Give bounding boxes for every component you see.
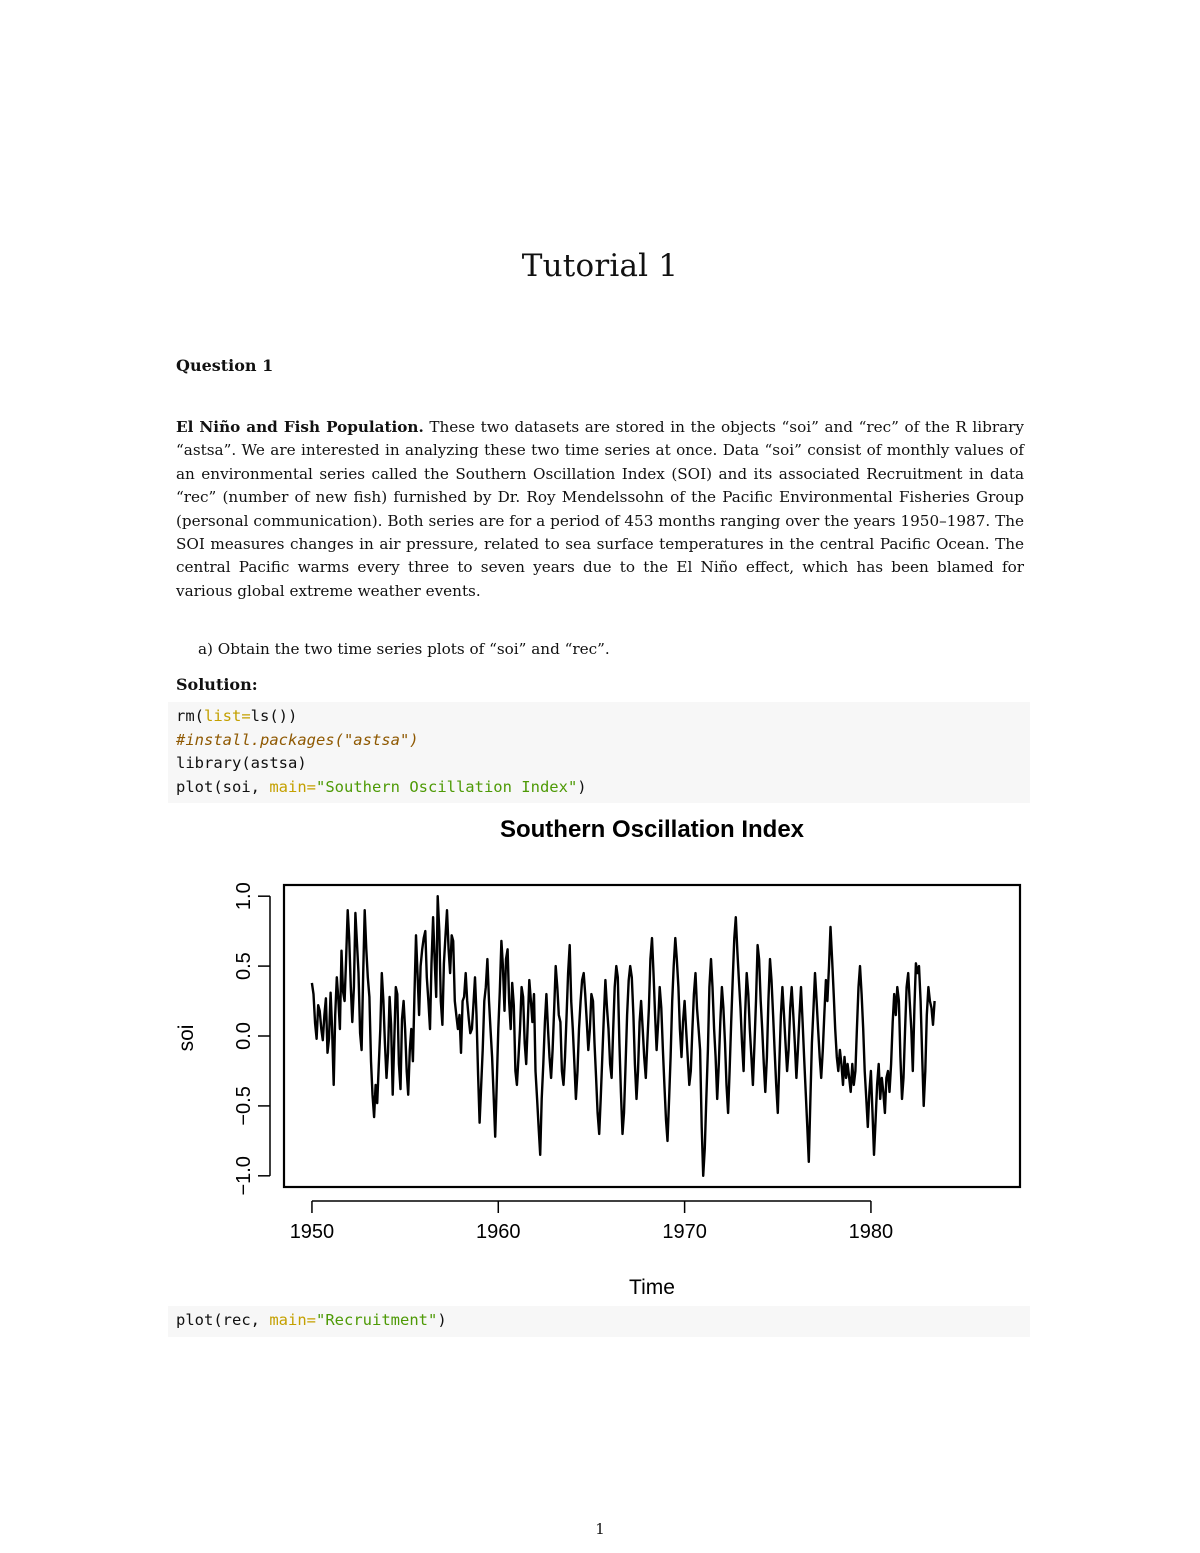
soi-chart — [170, 806, 1030, 1306]
paragraph-bold-lead: El Niño and Fish Population. — [176, 418, 424, 436]
code-token: plot(soi, — [176, 778, 270, 797]
chart-title: Southern Oscillation Index — [499, 816, 805, 843]
code-token: library(astsa) — [176, 754, 307, 773]
code-token: rm( — [176, 707, 204, 725]
question-paragraph — [176, 416, 1024, 603]
x-axis-label: Time — [629, 1276, 675, 1299]
question-heading: Question 1 — [176, 356, 274, 375]
code-token: #install.packages("astsa") — [176, 730, 419, 749]
y-axis — [233, 882, 270, 1195]
code-block-2 — [168, 1306, 1030, 1337]
code-token: ) — [577, 778, 587, 797]
x-tick-label: 1950 — [289, 1221, 335, 1243]
solution-label: Solution: — [176, 675, 258, 694]
code-block-1 — [168, 702, 1030, 803]
x-tick-label: 1970 — [662, 1221, 707, 1243]
code-line — [176, 1309, 1030, 1333]
code-line — [176, 752, 1030, 776]
paragraph-body: These two datasets are stored in the objects “soi” and “rec” of the R library “astsa”. We are interested in analyzing these two time series at once. Data “soi” consist of monthly values of an environmental series called the Southern Oscillation Index (SOI) and its associated Recruitment in data “rec” (number of new fish) furnished by Dr. Roy Mendelssohn of the Pacific Environmental Fisheries Group (personal communication). Both series are for a period of 453 months ranging over the years 1950–1987. The SOI measures changes in air pressure, related to sea surface temperatures in the central Pacific Ocean. The central Pacific warms every three to seven years due to the El Niño effect, which has been blamed for various global extreme weather events. — [176, 418, 1025, 600]
y-tick-label: −0.5 — [233, 1086, 255, 1126]
x-axis — [290, 1201, 893, 1243]
code-token: ) — [437, 1311, 447, 1329]
page-number: 1 — [595, 1520, 605, 1538]
x-tick-label: 1960 — [476, 1221, 521, 1243]
code-line — [176, 705, 1030, 729]
x-tick-label: 1980 — [848, 1221, 894, 1243]
question-item-a: a) Obtain the two time series plots of “soi” and “rec”. — [198, 640, 610, 658]
y-tick-label: 1.0 — [233, 882, 255, 911]
y-tick-label: −1.0 — [233, 1156, 255, 1196]
code-line — [176, 776, 1030, 800]
y-tick-label: 0.0 — [233, 1022, 255, 1050]
y-axis-label: soi — [175, 1024, 198, 1052]
y-tick-label: 0.5 — [233, 952, 255, 980]
series-line-soi — [312, 896, 935, 1176]
document-title: Tutorial 1 — [521, 248, 679, 284]
code-token: "Recruitment" — [316, 1311, 438, 1329]
code-token: plot(rec, — [176, 1311, 270, 1329]
code-token: main= — [269, 778, 316, 797]
code-token: ls()) — [250, 707, 298, 725]
code-token: main= — [269, 1311, 316, 1329]
code-token: "Southern Oscillation Index" — [316, 778, 578, 797]
code-line — [176, 729, 1030, 753]
code-token: list= — [204, 707, 251, 725]
